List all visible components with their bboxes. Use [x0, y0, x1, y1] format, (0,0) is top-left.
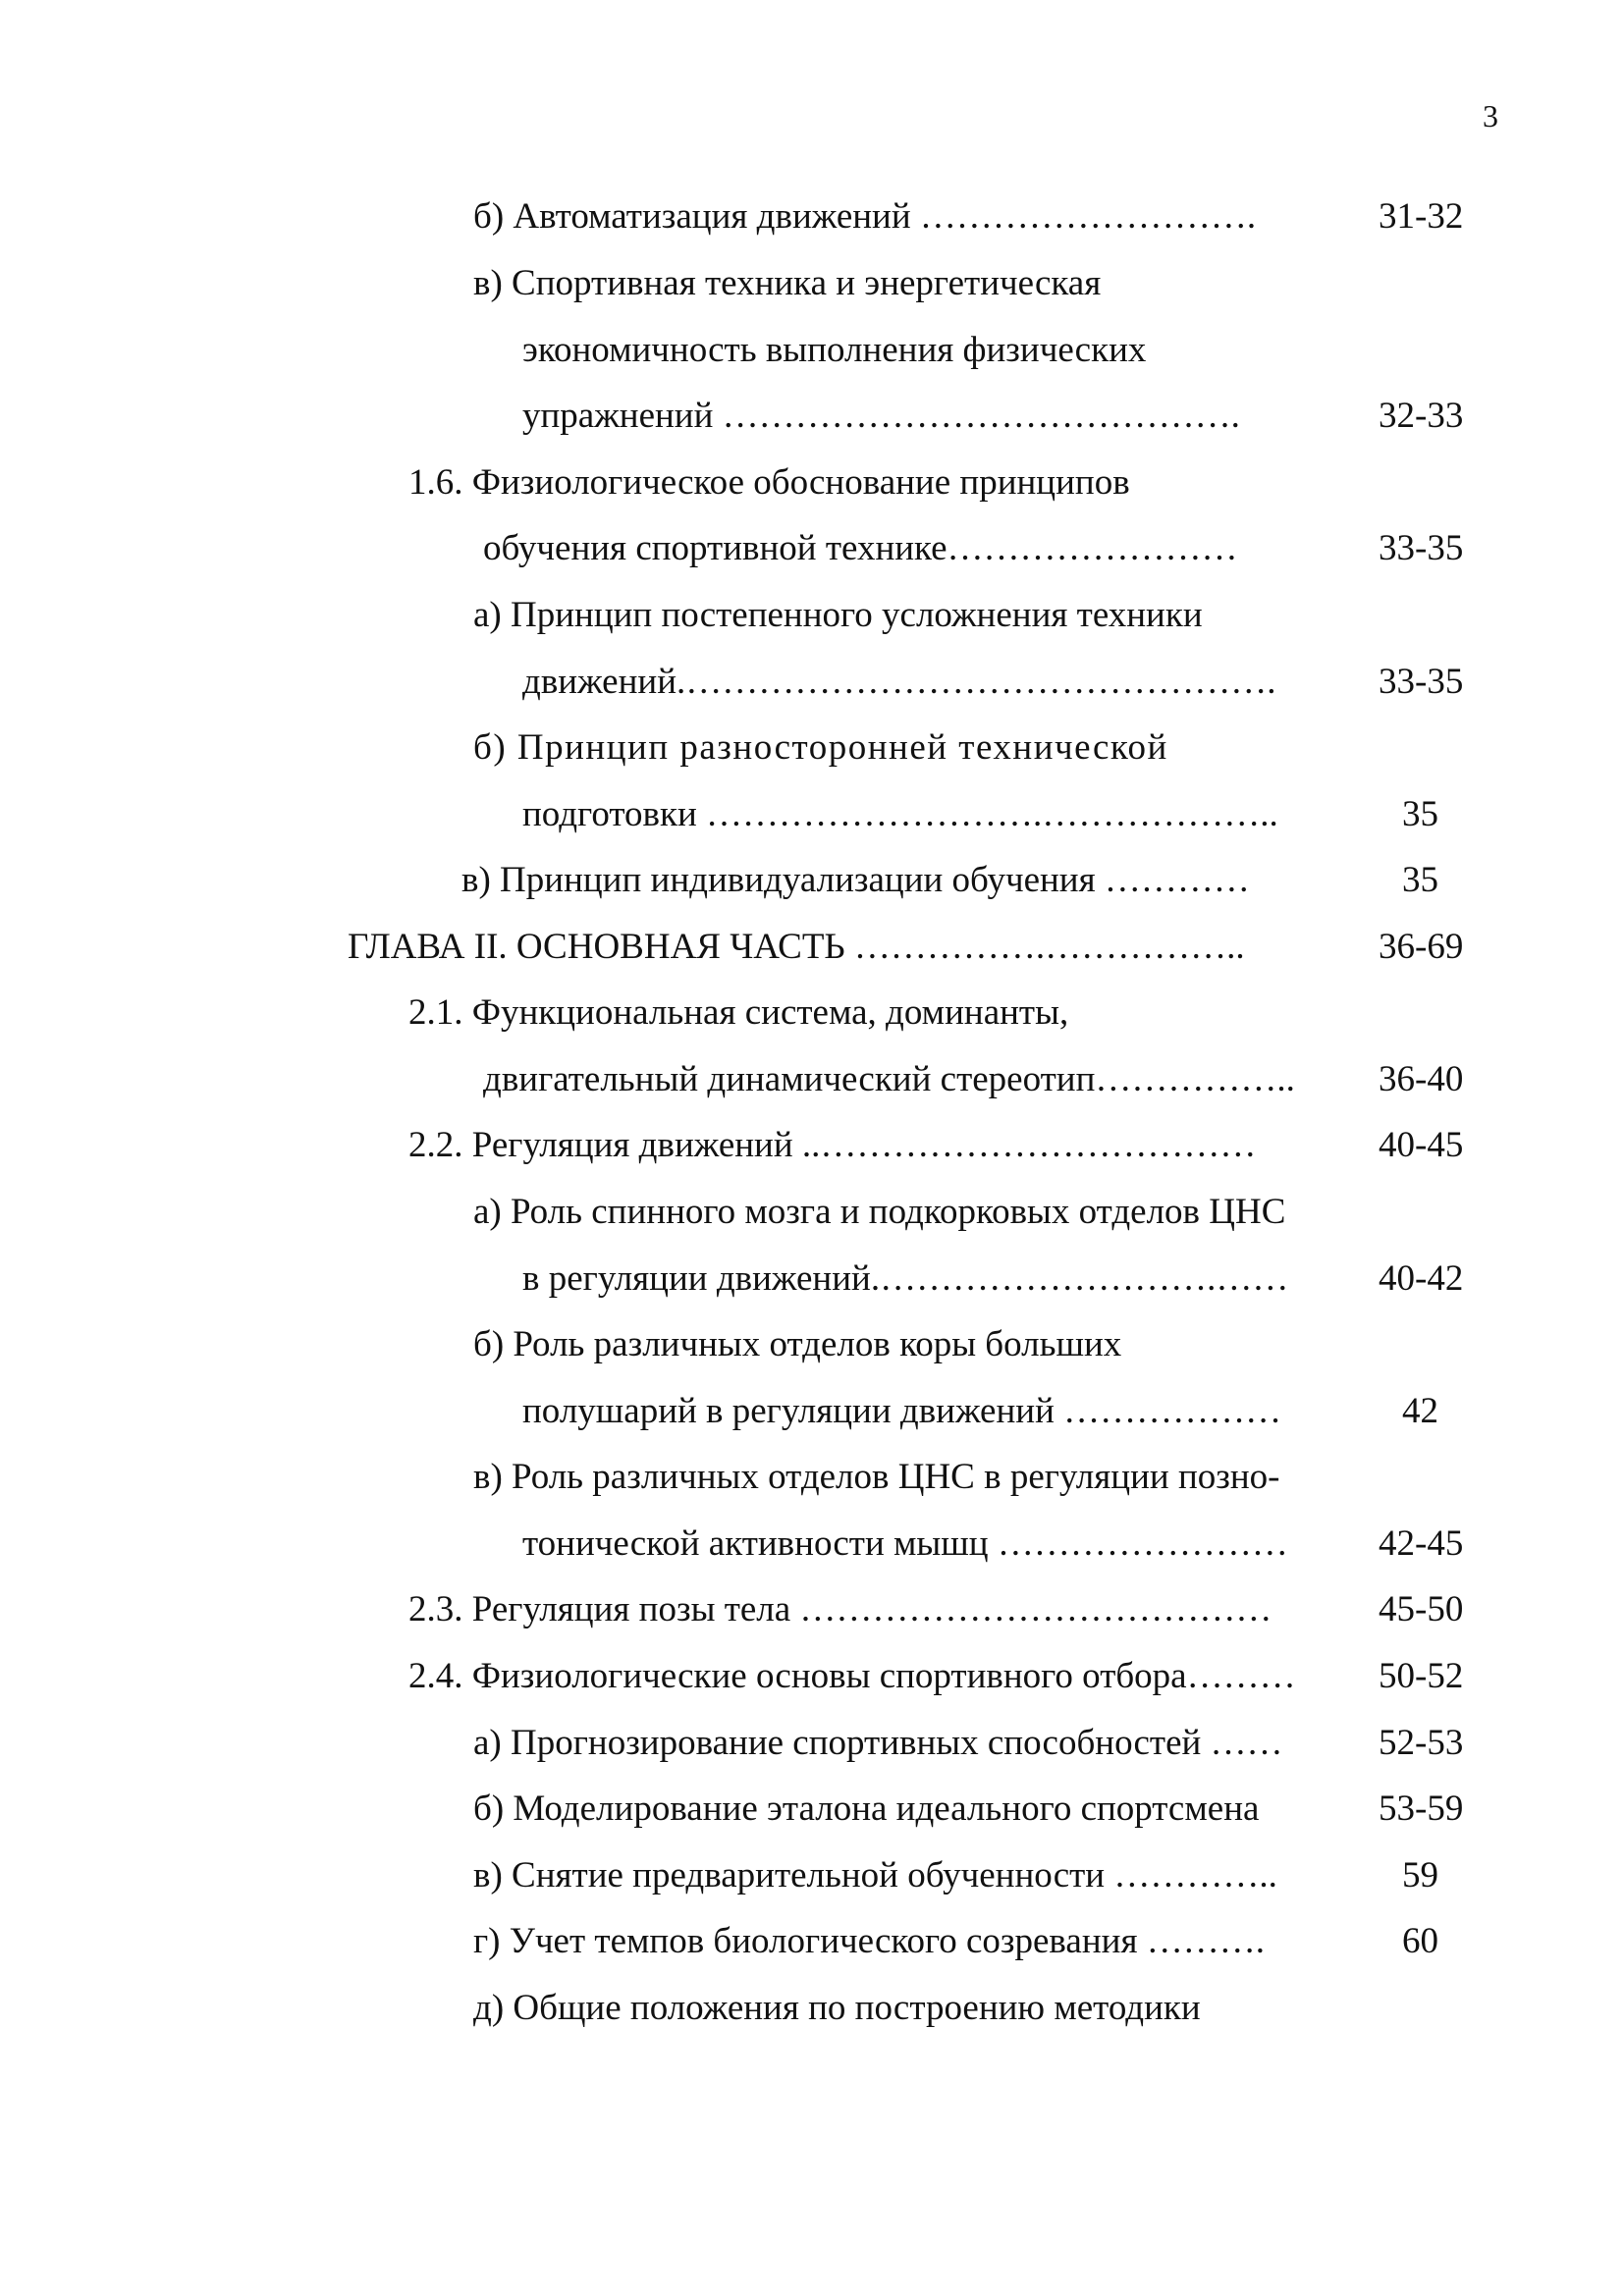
toc-entry-line: д) Общие положения по построению методики — [473, 1988, 1201, 2028]
toc-entry-line: упражнений ……………………………………. — [522, 396, 1240, 436]
toc-entry-line: 2.3. Регуляция позы тела ………………………………… — [408, 1589, 1272, 1629]
toc-entry-page: 36-69 — [1379, 927, 1464, 967]
toc-entry-page: 52-53 — [1379, 1723, 1464, 1763]
toc-entry-line: г) Учет темпов биологического созревания ………. — [473, 1921, 1265, 1961]
toc-entry-line: 2.1. Функциональная система, доминанты, — [408, 992, 1069, 1033]
toc-entry-line: 2.2. Регуляция движений ..……………………………… — [408, 1125, 1257, 1165]
toc-entry-line: а) Принцип постепенного усложнения техники — [473, 595, 1203, 635]
toc-entry-page: 35 — [1402, 860, 1438, 900]
toc-entry-line: подготовки ……………………….……………….. — [522, 794, 1278, 834]
toc-entry-line: в) Спортивная техника и энергетическая — [473, 263, 1102, 303]
toc-entry-line: в) Принцип индивидуализации обучения ………… — [461, 860, 1250, 900]
toc-entry-line: двигательный динамический стереотип…………….. — [483, 1059, 1295, 1099]
toc-entry-line: 2.4. Физиологические основы спортивного отбора……… — [408, 1656, 1296, 1696]
toc-entry-page: 60 — [1402, 1921, 1438, 1961]
toc-entry-line: 1.6. Физиологическое обоснование принципов — [408, 462, 1130, 503]
toc-entry-page: 40-42 — [1379, 1258, 1464, 1299]
toc-entry-page: 35 — [1402, 794, 1438, 834]
toc-entry-line: а) Роль спинного мозга и подкорковых отделов ЦНС — [473, 1192, 1286, 1232]
toc-entry-line: обучения спортивной технике…………………… — [483, 528, 1238, 568]
toc-entry-line: в) Снятие предварительной обученности ………….. — [473, 1855, 1277, 1896]
toc-entry-page: 33-35 — [1379, 528, 1464, 568]
toc-entry-line: движений.…………………………………………. — [522, 662, 1276, 702]
toc-entry-line: б) Принцип разносторонней технической — [473, 727, 1168, 768]
toc-entry-page: 42 — [1402, 1391, 1438, 1431]
toc-entry-line: б) Роль различных отделов коры больших — [473, 1324, 1122, 1364]
toc-entry-line: в регуляции движений.……………………….…… — [522, 1258, 1289, 1299]
toc-entry-page: 40-45 — [1379, 1125, 1464, 1165]
toc-entry-line: в) Роль различных отделов ЦНС в регуляции позно- — [473, 1457, 1280, 1497]
toc-entry-line: б) Моделирование эталона идеального спортсмена — [473, 1789, 1260, 1829]
toc-entry-page: 32-33 — [1379, 396, 1464, 436]
page-number: 3 — [1483, 98, 1498, 133]
toc-entry-line: тонической активности мышц …………………… — [522, 1523, 1288, 1564]
toc-entry-page: 36-40 — [1379, 1059, 1464, 1099]
toc-entry-line: ГЛАВА II. ОСНОВНАЯ ЧАСТЬ …………….…………….. — [348, 927, 1245, 967]
toc-entry-page: 53-59 — [1379, 1789, 1464, 1829]
toc-entry-line: а) Прогнозирование спортивных способностей …… — [473, 1723, 1283, 1763]
toc-entry-page: 31-32 — [1379, 196, 1464, 237]
toc-entry-page: 45-50 — [1379, 1589, 1464, 1629]
toc-entry-page: 50-52 — [1379, 1656, 1464, 1696]
toc-entry-page: 33-35 — [1379, 662, 1464, 702]
toc-entry-page: 59 — [1402, 1855, 1438, 1896]
toc-entry-page: 42-45 — [1379, 1523, 1464, 1564]
toc-entry-line: экономичность выполнения физических — [522, 330, 1147, 370]
toc-entry-line: б) Автоматизация движений ………………………. — [473, 196, 1257, 237]
toc-entry-line: полушарий в регуляции движений ……………… — [522, 1391, 1282, 1431]
